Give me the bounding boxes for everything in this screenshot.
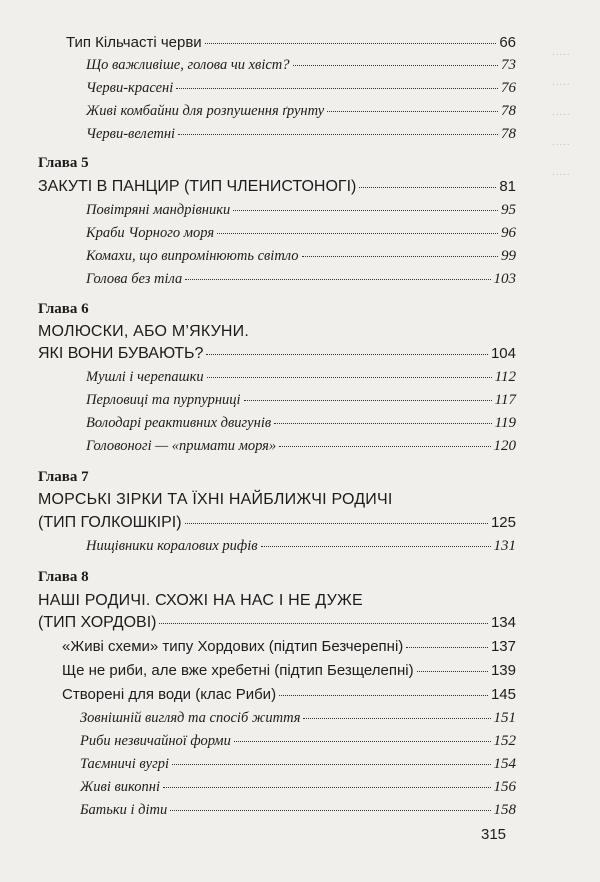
toc-entry-title: Краби Чорного моря bbox=[86, 225, 215, 241]
toc-subsection[interactable] bbox=[62, 662, 516, 679]
toc-entry-page: 103 bbox=[493, 271, 516, 287]
toc-entry-page: 156 bbox=[493, 779, 516, 795]
toc-entry[interactable] bbox=[86, 438, 516, 455]
toc-entry-page: 95 bbox=[501, 202, 516, 218]
toc-entry[interactable] bbox=[66, 34, 516, 51]
toc-entry-title: Головоногі — «примати моря» bbox=[86, 438, 277, 454]
toc-entry-page: 117 bbox=[494, 392, 516, 408]
leader-dots bbox=[406, 647, 488, 648]
leader-dots bbox=[233, 210, 498, 211]
leader-dots bbox=[207, 377, 492, 378]
chapter-heading-page: 134 bbox=[490, 614, 516, 631]
page-number: 315 bbox=[481, 826, 507, 843]
leader-dots bbox=[159, 623, 488, 624]
toc-entry-page: 78 bbox=[501, 103, 516, 119]
chapter-label: Глава 6 bbox=[38, 301, 89, 317]
leader-dots bbox=[244, 400, 492, 401]
leader-dots bbox=[170, 810, 490, 811]
leader-dots bbox=[302, 256, 498, 257]
bleed-through-text: ····· ····· ····· ····· ····· bbox=[551, 49, 570, 181]
toc-entry-title: Повітряні мандрівники bbox=[86, 202, 231, 218]
leader-dots bbox=[176, 88, 498, 89]
chapter-heading-text: (ТИП ГОЛКОШКІРІ) bbox=[38, 514, 182, 531]
leader-dots bbox=[261, 546, 491, 547]
toc-entry-page: 76 bbox=[501, 80, 516, 96]
toc-entry-title: Мушлі і черепашки bbox=[86, 369, 204, 385]
toc-entry-title: Володарі реактивних двигунів bbox=[86, 415, 272, 431]
leader-dots bbox=[185, 523, 488, 524]
leader-dots bbox=[172, 764, 490, 765]
toc-entry-page: 152 bbox=[493, 733, 516, 749]
leader-dots bbox=[206, 354, 488, 355]
chapter-heading-line: МОРСЬКІ ЗІРКИ ТА ЇХНІ НАЙБЛИЖЧІ РОДИЧІ bbox=[38, 491, 393, 508]
leader-dots bbox=[205, 43, 497, 44]
leader-dots bbox=[234, 741, 491, 742]
toc-entry-page: 158 bbox=[493, 802, 516, 818]
toc-entry[interactable] bbox=[86, 225, 516, 242]
leader-dots bbox=[185, 279, 490, 280]
toc-entry[interactable] bbox=[86, 369, 516, 386]
toc-entry-title: Нищівники коралових рифів bbox=[86, 538, 258, 554]
toc-entry-page: 151 bbox=[493, 710, 516, 726]
chapter-heading-page: 104 bbox=[490, 345, 516, 362]
leader-dots bbox=[417, 671, 488, 672]
leader-dots bbox=[178, 134, 498, 135]
toc-entry-title: Живі викопні bbox=[80, 779, 160, 795]
chapter-heading-line: МОЛЮСКИ, АБО М’ЯКУНИ. bbox=[38, 323, 250, 340]
leader-dots bbox=[303, 718, 490, 719]
toc-entry-page: 119 bbox=[494, 415, 516, 431]
toc-entry-page: 66 bbox=[499, 34, 516, 51]
chapter-heading-text: ЯКІ ВОНИ БУВАЮТЬ? bbox=[38, 345, 204, 362]
chapter-heading[interactable] bbox=[38, 178, 516, 196]
toc-entry-title: Ще не риби, але вже хребетні (підтип Безщелепні) bbox=[62, 662, 414, 679]
toc-entry-page: 99 bbox=[501, 248, 516, 264]
chapter-heading-page: 81 bbox=[499, 178, 516, 195]
toc-entry[interactable] bbox=[86, 57, 516, 74]
chapter-heading-text: ЗАКУТІ В ПАНЦИР (ТИП ЧЛЕНИСТОНОГІ) bbox=[38, 178, 357, 195]
toc-entry[interactable] bbox=[80, 733, 516, 750]
toc-entry[interactable] bbox=[86, 202, 516, 219]
toc-entry-page: 137 bbox=[490, 638, 516, 655]
toc-entry-title: Риби незвичайної форми bbox=[80, 733, 231, 749]
leader-dots bbox=[293, 65, 498, 66]
leader-dots bbox=[217, 233, 498, 234]
toc-entry-title: Живі комбайни для розпушення ґрунту bbox=[86, 103, 325, 119]
toc-subsection[interactable] bbox=[62, 686, 516, 703]
toc-entry-title: Створені для води (клас Риби) bbox=[62, 686, 277, 703]
toc-entry[interactable] bbox=[86, 248, 516, 265]
toc-entry[interactable] bbox=[86, 80, 516, 97]
chapter-heading[interactable] bbox=[38, 514, 516, 532]
leader-dots bbox=[163, 787, 491, 788]
toc-entry[interactable] bbox=[80, 802, 516, 819]
leader-dots bbox=[359, 187, 496, 188]
toc-entry-title: Що важливіше, голова чи хвіст? bbox=[86, 57, 290, 73]
toc-entry[interactable] bbox=[86, 271, 516, 288]
chapter-heading[interactable] bbox=[38, 614, 516, 632]
toc-entry-title: Таємничі вугрі bbox=[80, 756, 170, 772]
toc-entry-page: 154 bbox=[493, 756, 516, 772]
toc-entry-title: Батьки і діти bbox=[80, 802, 168, 818]
chapter-heading-page: 125 bbox=[490, 514, 516, 531]
toc-entry-page: 139 bbox=[490, 662, 516, 679]
toc-entry-title: Комахи, що випромінюють світло bbox=[86, 248, 299, 264]
toc-entry-title: Черви-красені bbox=[86, 80, 174, 96]
leader-dots bbox=[279, 446, 490, 447]
toc-entry-title: Черви-велетні bbox=[86, 126, 176, 142]
chapter-label: Глава 5 bbox=[38, 155, 89, 171]
toc-entry-page: 131 bbox=[493, 538, 516, 554]
toc-entry[interactable] bbox=[80, 710, 516, 727]
leader-dots bbox=[327, 111, 498, 112]
toc-entry[interactable] bbox=[86, 126, 516, 143]
chapter-heading-text: (ТИП ХОРДОВІ) bbox=[38, 614, 157, 631]
toc-entry-page: 73 bbox=[501, 57, 516, 73]
leader-dots bbox=[274, 423, 491, 424]
toc-entry[interactable] bbox=[86, 538, 516, 555]
toc-entry[interactable] bbox=[86, 415, 516, 432]
toc-entry[interactable] bbox=[80, 779, 516, 796]
toc-entry[interactable] bbox=[86, 392, 516, 409]
chapter-heading[interactable] bbox=[38, 345, 516, 363]
chapter-label: Глава 8 bbox=[38, 569, 89, 585]
toc-entry-title: Зовнішній вигляд та спосіб життя bbox=[80, 710, 301, 726]
toc-entry[interactable] bbox=[86, 103, 516, 120]
toc-entry-page: 145 bbox=[490, 686, 516, 703]
toc-entry-title: Перловиці та пурпурниці bbox=[86, 392, 241, 408]
toc-entry-page: 112 bbox=[494, 369, 516, 385]
toc-entry-title: «Живі схеми» типу Хордових (підтип Безчерепні) bbox=[62, 638, 404, 655]
toc-entry-page: 120 bbox=[493, 438, 516, 454]
chapter-heading-line: НАШІ РОДИЧІ. СХОЖІ НА НАС І НЕ ДУЖЕ bbox=[38, 592, 363, 609]
chapter-label: Глава 7 bbox=[38, 469, 89, 485]
toc-entry-title: Голова без тіла bbox=[86, 271, 183, 287]
leader-dots bbox=[279, 695, 488, 696]
toc-entry-title: Тип Кільчасті черви bbox=[66, 34, 202, 51]
toc-subsection[interactable] bbox=[62, 638, 516, 655]
toc-entry-page: 96 bbox=[501, 225, 516, 241]
toc-entry-page: 78 bbox=[501, 126, 516, 142]
toc-entry[interactable] bbox=[80, 756, 516, 773]
